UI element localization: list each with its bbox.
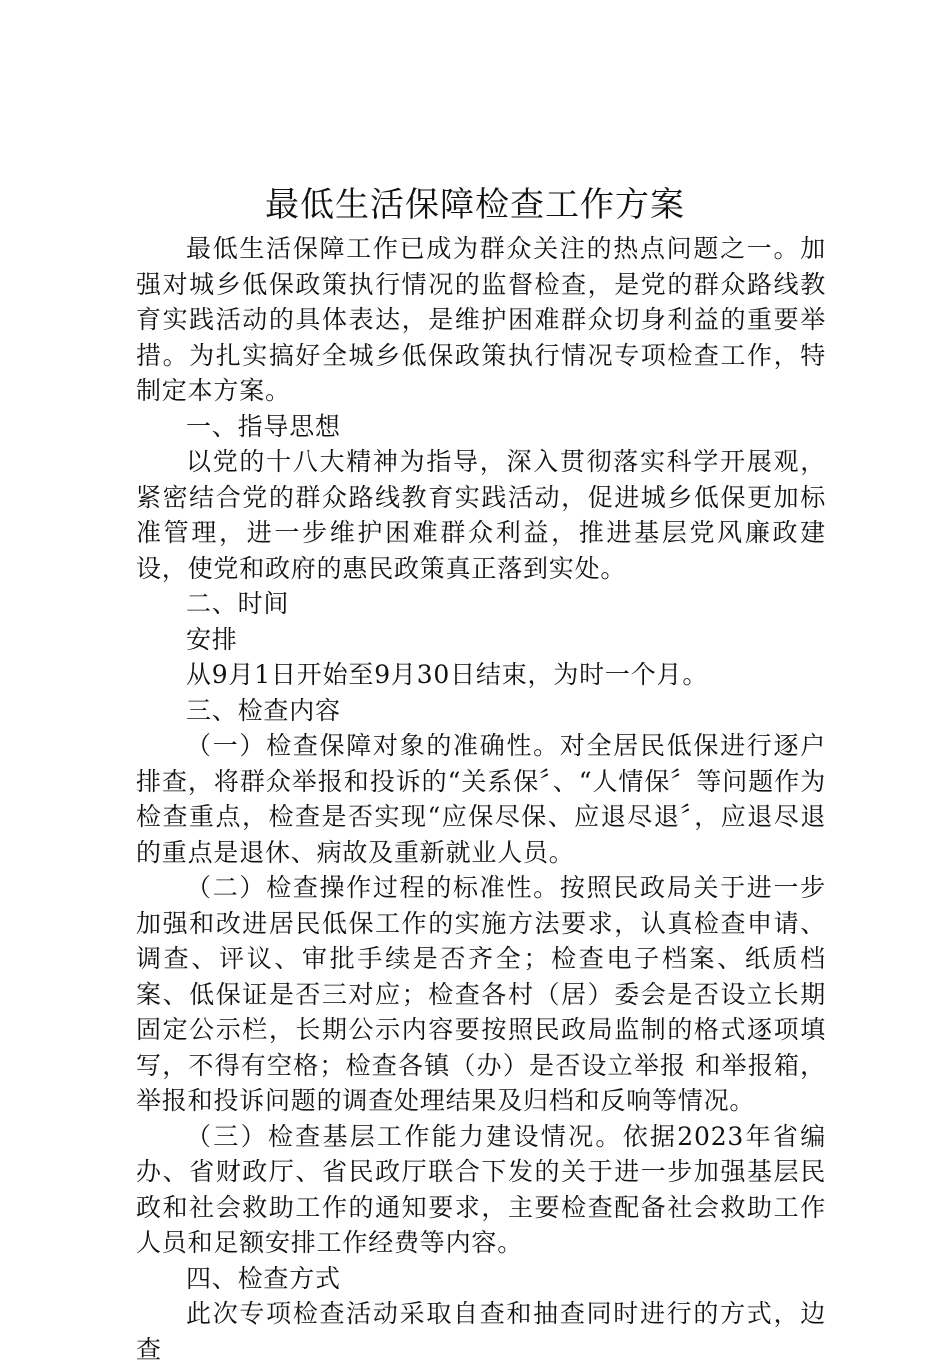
content-item-1: （一）检查保障对象的准确性。对全居民低保进行逐户排查，将群众举报和投诉的“关系保〞、“人情保〞等问题作为检查重点，检查是否实现“应保尽保、应退尽退〞，应退尽退的重点是退休、病故及重新就业人员。 [136,731,826,867]
document-title: 最低生活保障检查工作方案 [265,185,685,225]
section-heading-method: 四、检查方式 [186,1263,341,1293]
section-heading-content: 三、检查内容 [186,695,341,725]
method-paragraph: 此次专项检查活动采取自查和抽查同时进行的方式，边查 [136,1299,826,1364]
document-body [136,231,826,1367]
section-heading-time: 二、时间 [186,589,290,618]
time-paragraph: 从9月1日开始至9月30日结束，为时一个月。 [186,660,709,689]
intro-paragraph: 最低生活保障工作已成为群众关注的热点问题之一。加强对城乡低保政策执行情况的监督检查，是党的群众路线教育实践活动的具体表达，是维护困难群众切身利益的重要举措。为扎实搞好全城乡低保政策执行情况专项检查工作，特制定本方案。 [136,234,826,405]
content-item-3: （三）检查基层工作能力建设情况。依据2023年省编办、省财政厅、省民政厅联合下发的关于进一步加强基层民政和社会救助工作的通知要求，主要检查配备社会救助工作人员和足额安排工作经费等内容。 [136,1121,826,1257]
time-arrangement-label: 安排 [186,624,238,654]
guiding-thought-paragraph: 以党的十八大精神为指导，深入贯彻落实科学开展观，紧密结合党的群众路线教育实践活动，促进城乡低保更加标准管理，进一步维护困难群众利益，推进基层党风廉政建设，使党和政府的惠民政策真正落到实处。 [136,447,826,583]
content-item-2: （二）检查操作过程的标准性。按照民政局关于进一步加强和改进居民低保工作的实施方法要求，认真检查申请、调查、评议、审批手续是否齐全；检查电子档案、纸质档案、低保证是否三对应；检查各村（居）委会是否设立长期固定公示栏，长期公示内容要按照民政局监制的格式逐项填写，不得有空格；检查各镇（办）是否设立举报 和举报箱，举报和投诉问题的调查处理结果及归档和反响等情况。 [136,873,826,1115]
section-heading-guiding-thought: 一、指导思想 [186,411,341,441]
